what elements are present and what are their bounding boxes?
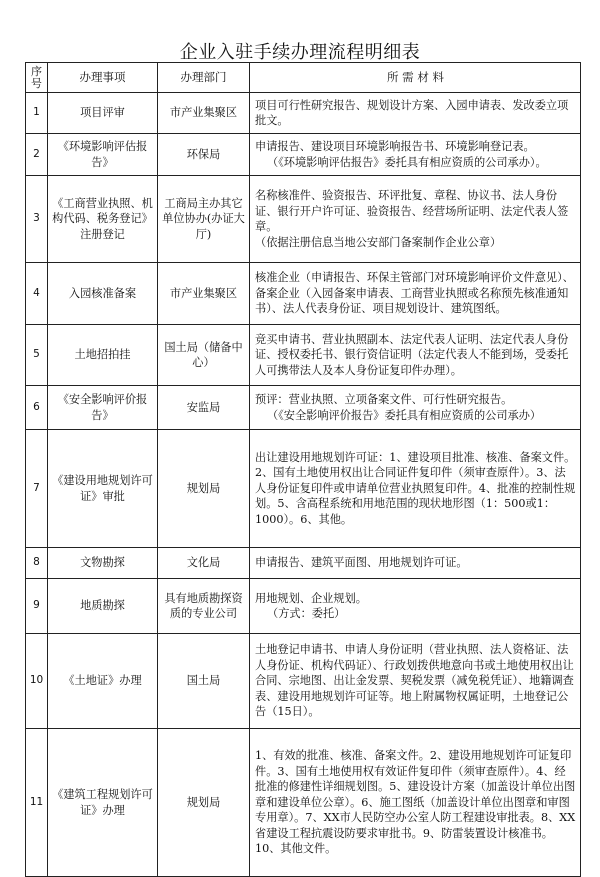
row-item: 入园核准备案	[48, 263, 158, 325]
row-materials: 申请报告、建设项目环境影响报告书、环境影响登记表。	[255, 140, 535, 153]
row-note: （《安全影响评价报告》委托具有相应资质的公司承办）	[267, 408, 542, 422]
row-seq: 8	[26, 548, 48, 579]
row-seq: 10	[26, 634, 48, 729]
row-item: 土地招拍挂	[48, 325, 158, 386]
row-item: 《建设用地规划许可证》审批	[48, 430, 158, 548]
row-dept: 工商局主办其它单位协办(办证大厅)	[158, 176, 250, 263]
table-row	[26, 176, 581, 263]
row-materials: 1、有效的批准、核准、备案文件。2、建设用地规划许可证复印件。3、国有土地使用权有效证件复印件（须审查原件）。4、经批准的修建性详细规划图。5、建设设计方案（加盖设计单位出图章和建设单位公章）。6、施工图纸（加盖设计单位出图章和审图专用章）。7、XX市人民防空办公室人防工程建设审批表。8、XX省建设工程抗震设防要求审批书。9、防雷装置设计核准书。10、其他文件。	[250, 729, 581, 877]
row-dept: 规划局	[158, 729, 250, 877]
table-row	[26, 430, 581, 548]
table-row	[26, 729, 581, 877]
header-dept: 办理部门	[158, 63, 250, 93]
row-seq: 1	[26, 93, 48, 134]
table-row	[26, 263, 581, 325]
row-item: 项目评审	[48, 93, 158, 134]
row-materials-cell	[250, 134, 581, 176]
row-materials-cell	[250, 386, 581, 430]
table-row	[26, 93, 581, 134]
row-materials: 土地登记申请书、申请人身份证明（营业执照、法人资格证、法人身份证、机构代码证）、行政划拨供地意向书或土地使用权出让合同、宗地图、出让金发票、契税发票（减免税凭证）、地籍调查表、建设用地规划许可证等。地上附属物权属证明，土地登记公告（15日）。	[250, 634, 581, 729]
row-item: 地质勘探	[48, 579, 158, 634]
row-seq: 9	[26, 579, 48, 634]
table-row	[26, 579, 581, 634]
row-dept: 规划局	[158, 430, 250, 548]
row-materials-cell	[250, 579, 581, 634]
row-note: （《环境影响评估报告》委托具有相应资质的公司承办）。	[267, 155, 547, 169]
row-materials: 核准企业（申请报告、环保主管部门对环境影响评价文件意见）、备案企业（入园备案申请表、工商营业执照或名称预先核准通知书）、法人代表身份证、项目规划设计、建筑图纸。	[250, 263, 581, 325]
row-seq: 2	[26, 134, 48, 176]
row-seq: 5	[26, 325, 48, 386]
row-materials: 名称核准件、验资报告、环评批复、章程、协议书、法人身份证、银行开户许可证、验资报告、经营场所证明、法定代表人签章。	[255, 189, 569, 233]
row-dept: 安监局	[158, 386, 250, 430]
row-note: （方式：委托）	[267, 607, 346, 620]
row-dept: 环保局	[158, 134, 250, 176]
row-note: （依据注册信息当地公安部门备案制作企业公章）	[255, 235, 502, 249]
header-seq: 序号	[26, 63, 48, 93]
table-row	[26, 548, 581, 579]
row-item: 《建筑工程规划许可证》办理	[48, 729, 158, 877]
header-item: 办理事项	[48, 63, 158, 93]
row-item: 《土地证》办理	[48, 634, 158, 729]
row-dept: 市产业集聚区	[158, 93, 250, 134]
row-materials: 项目可行性研究报告、规划设计方案、入园申请表、发改委立项批文。	[250, 93, 581, 134]
row-dept: 国土局（储备中心）	[158, 325, 250, 386]
header-materials: 所 需 材 料	[250, 63, 581, 93]
row-seq: 6	[26, 386, 48, 430]
row-materials: 出让建设用地规划许可证：1、建设项目批准、核准、备案文件。2、国有土地使用权出让合同证件复印件（须审查原件）。3、法人身份证复印件或申请单位营业执照复印件。4、批准的控制性规划。5、含高程系统和用地范围的现状地形图（1：500或1：1000）。6、其他。	[250, 430, 581, 548]
row-seq: 3	[26, 176, 48, 263]
table-row	[26, 634, 581, 729]
table-row	[26, 134, 581, 176]
table-header-row	[26, 63, 581, 93]
row-dept: 具有地质勘探资质的专业公司	[158, 579, 250, 634]
table-row	[26, 325, 581, 386]
table-row	[26, 386, 581, 430]
row-item: 《工商营业执照、机构代码、税务登记》注册登记	[48, 176, 158, 263]
procedure-table	[25, 62, 581, 877]
row-seq: 11	[26, 729, 48, 877]
row-item: 《环境影响评估报告》	[48, 134, 158, 176]
row-materials: 用地规划、企业规划。	[255, 591, 367, 605]
row-item: 文物勘探	[48, 548, 158, 579]
row-materials: 竞买申请书、营业执照副本、法定代表人证明、法定代表人身份证、授权委托书、银行资信证明（法定代表人不能到场，受委托人可携带法人及本人身份证复印件办理）。	[250, 325, 581, 386]
row-dept: 国土局	[158, 634, 250, 729]
row-materials-cell	[250, 176, 581, 263]
row-materials: 申请报告、建筑平面图、用地规划许可证。	[250, 548, 581, 579]
row-dept: 市产业集聚区	[158, 263, 250, 325]
row-seq: 7	[26, 430, 48, 548]
row-materials: 预评：营业执照、立项备案文件、可行性研究报告。	[255, 393, 513, 406]
page-title: 企业入驻手续办理流程明细表	[179, 42, 421, 63]
row-dept: 文化局	[158, 548, 250, 579]
row-seq: 4	[26, 263, 48, 325]
row-item: 《安全影响评价报告》	[48, 386, 158, 430]
